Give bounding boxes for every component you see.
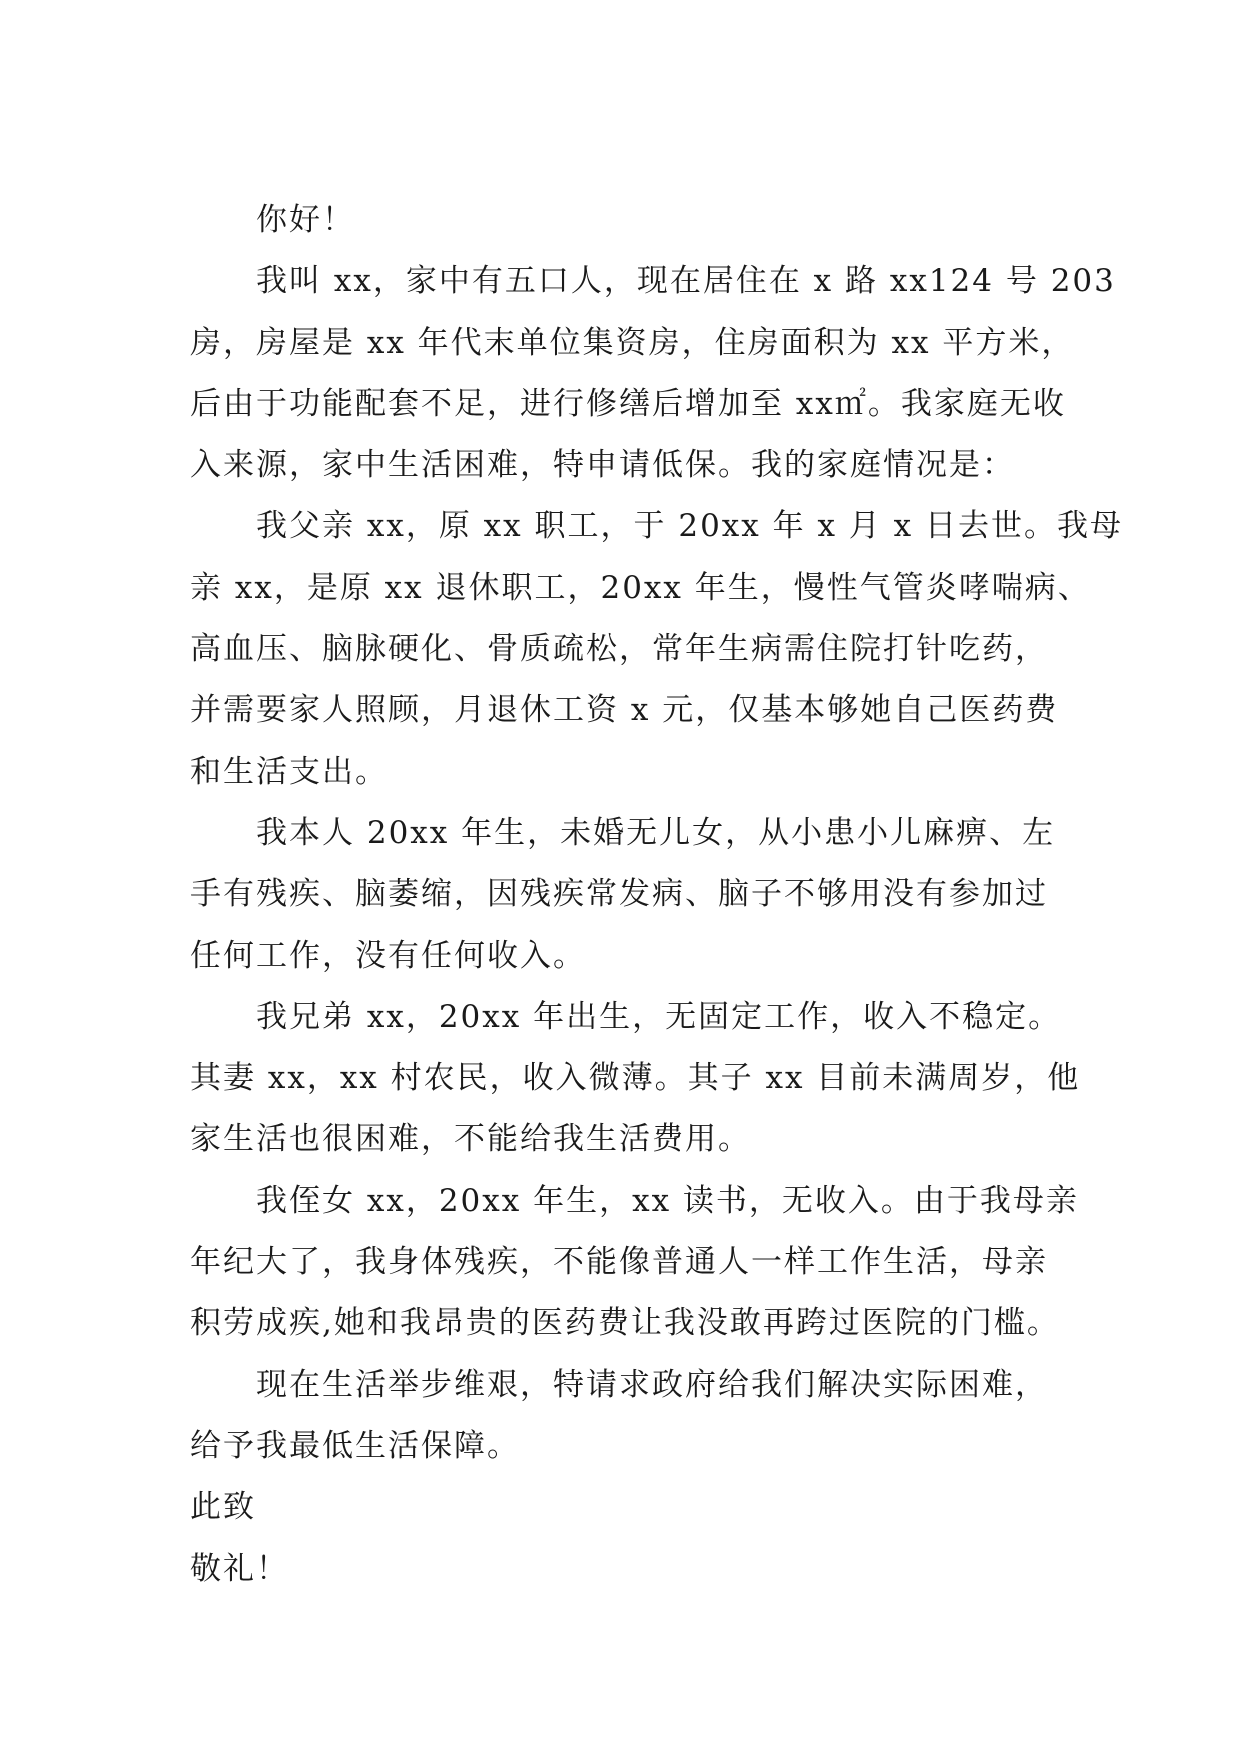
- letter-line: 我侄女 xx，20xx 年生，xx 读书，无收入。由于我母亲: [256, 1182, 1079, 1219]
- letter-line: 积劳成疾,她和我昂贵的医药费让我没敢再跨过医院的门槛。: [190, 1305, 1060, 1342]
- letter-line: 我本人 20xx 年生，未婚无儿女，从小患小儿麻痹、左: [256, 814, 1056, 851]
- letter-body: [190, 190, 1123, 1600]
- letter-line: 并需要家人照顾，月退休工资 x 元，仅基本够她自己医药费: [190, 692, 1059, 729]
- letter-line: 给予我最低生活保障。: [190, 1427, 520, 1464]
- letter-line: 家生活也很困难，不能给我生活费用。: [190, 1121, 751, 1158]
- letter-line: 后由于功能配套不足，进行修缮后增加至 xx㎡。我家庭无收: [190, 385, 1066, 422]
- letter-line: 和生活支出。: [190, 753, 388, 790]
- letter-paragraphs: [190, 251, 1123, 1477]
- greeting: 你好！: [256, 202, 355, 238]
- letter-line: 我父亲 xx，原 xx 职工，于 20xx 年 x 月 x 日去世。我母: [256, 508, 1123, 545]
- letter-line: 我兄弟 xx，20xx 年出生，无固定工作，收入不稳定。: [256, 998, 1062, 1035]
- letter-line: 我叫 xx，家中有五口人，现在居住在 x 路 xx124 号 203: [256, 263, 1116, 300]
- letter-line: 年纪大了，我身体残疾，不能像普通人一样工作生活，母亲: [190, 1244, 1048, 1281]
- closing-regards: 敬礼！: [190, 1550, 289, 1587]
- letter-line: 任何工作，没有任何收入。: [190, 937, 586, 974]
- letter-line: 其妻 xx，xx 村农民，收入微薄。其子 xx 目前未满周岁，他: [190, 1060, 1081, 1097]
- letter-line: 亲 xx，是原 xx 退休职工，20xx 年生，慢性气管炎哮喘病、: [190, 569, 1091, 606]
- closing-salutation: 此致: [190, 1489, 256, 1526]
- letter-line: 手有残疾、脑萎缩，因残疾常发病、脑子不够用没有参加过: [190, 876, 1048, 913]
- letter-line: 入来源，家中生活困难，特申请低保。我的家庭情况是：: [190, 447, 1015, 484]
- letter-line: 现在生活举步维艰，特请求政府给我们解决实际困难，: [256, 1366, 1048, 1403]
- letter-line: 高血压、脑脉硬化、骨质疏松，常年生病需住院打针吃药，: [190, 631, 1048, 668]
- letter-line: 房，房屋是 xx 年代末单位集资房，住房面积为 xx 平方米，: [190, 324, 1075, 361]
